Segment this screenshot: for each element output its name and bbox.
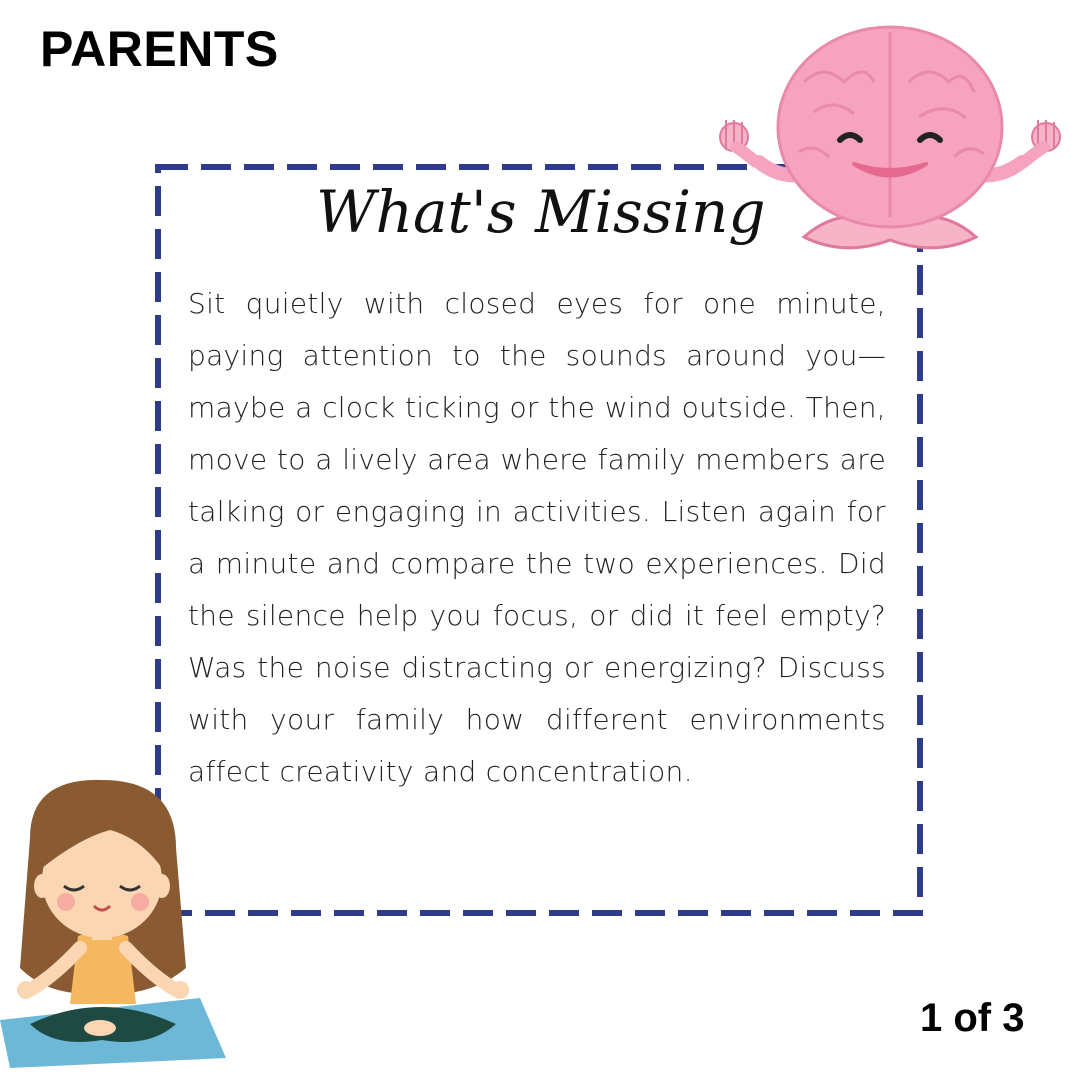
brain-mascot-illustration — [704, 22, 1076, 262]
page-header-label: PARENTS — [40, 21, 279, 77]
meditating-girl-illustration — [0, 768, 232, 1074]
card-title: What's Missing — [316, 178, 766, 246]
card-body-text: Sit quietly with closed eyes for one minute, paying attention to the sounds around you—maybe a clock ticking or the wind outside. Then, move to a lively area where family members are talking or engaging in activities. Listen again for a minute and compare the two experiences. Did the silence help you focus, or did it feel empty? Was the noise distracting or energizing? Discuss with your family how different environments affect creativity and concentration. — [188, 287, 886, 788]
page-indicator: 1 of 3 — [920, 996, 1025, 1040]
